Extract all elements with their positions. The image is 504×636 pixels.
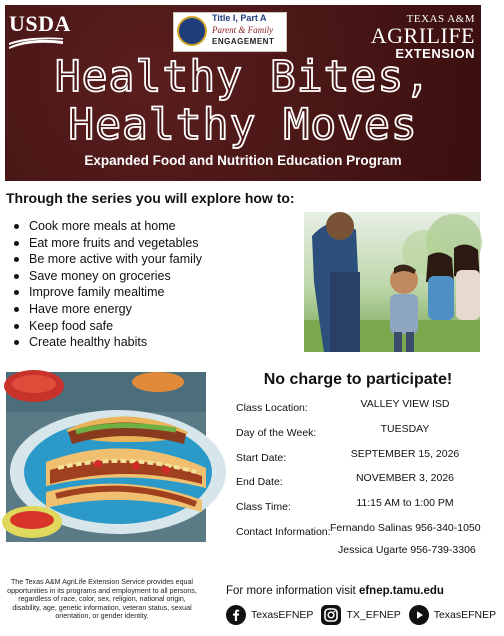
bullet-icon [14,324,19,329]
instagram-icon[interactable] [321,605,341,625]
no-charge-heading: No charge to participate! [263,371,453,388]
partner-line1: Title I, Part A [212,13,267,23]
location-label: Class Location: [236,402,308,414]
list-item [12,218,202,235]
youtube-handle[interactable]: TexasEFNEP [433,609,497,621]
list-item [12,268,202,285]
list-item-label: Keep food safe [29,318,114,333]
more-info [226,585,444,597]
list-item-label: Cook more meals at home [29,219,176,233]
contact-1: Fernando Salinas 956-340-1050 [330,522,481,534]
detail-row-end [236,472,486,496]
detail-row-start [236,448,486,472]
benefit-list [12,218,202,351]
program-subtitle: Expanded Food and Nutrition Education Program [84,153,402,168]
day-value: TUESDAY [380,423,430,435]
detail-row-day [236,423,486,447]
location-value: VALLEY VIEW ISD [360,398,450,410]
usda-logo [9,11,71,53]
page-title [5,53,481,149]
end-date-value: NOVEMBER 3, 2026 [355,472,455,484]
start-date-value: SEPTEMBER 15, 2026 [350,448,460,460]
list-item [12,251,202,268]
end-date-label: End Date: [236,476,283,488]
title-line2: Healthy Moves [68,100,418,150]
tacos-photo [6,372,206,542]
agrilife-line2: AGRILIFE [370,23,475,48]
family-running-photo [304,212,480,352]
title-line1: Healthy Bites, [54,52,432,102]
class-time-label: Class Time: [236,501,291,513]
seal-icon [177,16,207,46]
facebook-handle[interactable]: TexasEFNEP [251,609,314,621]
website-link[interactable]: efnep.tamu.edu [358,585,444,597]
partner-line3: ENGAGEMENT [212,37,275,46]
usda-logo-text: USDA [9,11,71,36]
youtube-icon[interactable] [409,605,429,625]
list-item-label: Have more energy [29,301,132,316]
bullet-icon [14,257,19,262]
list-item [12,235,202,252]
contact-label: Contact Information: [236,526,331,538]
list-item-label: Eat more fruits and vegetables [29,235,199,250]
agrilife-line3: EXTENSION [395,46,475,61]
bullet-icon [14,307,19,312]
detail-row-contact [236,522,486,562]
contact-2: Jessica Ugarte 956-739-3306 [338,544,476,556]
detail-row-time [236,497,486,521]
start-date-label: Start Date: [236,452,287,464]
bullet-icon [14,340,19,345]
list-item-label: Improve family mealtime [29,285,165,300]
partner-line2: Parent & Family [212,25,274,35]
bullet-icon [14,224,19,229]
day-label: Day of the Week: [236,427,317,439]
equal-opportunity-statement: The Texas A&M AgriLife Extension Service provides equal opportunities in its programs and employment to all persons, regardless of race, color, sex, religion, national origin, disability, age, genetic information, veteran status, sexual orientation, or gender identity. [7,578,197,621]
header-banner [5,5,481,181]
more-info-prefix: For more information visit [226,585,359,597]
class-time-value: 11:15 AM to 1:00 PM [356,497,454,509]
social-links [226,605,504,625]
list-item [12,301,202,318]
list-item [12,334,202,351]
detail-row-location [236,398,486,422]
facebook-icon[interactable] [226,605,246,625]
usda-swoosh-icon [9,37,63,49]
family-running-illustration [304,212,480,352]
tacos-illustration [6,372,206,542]
bullet-icon [14,241,19,246]
list-item-label: Be more active with your family [29,252,202,267]
list-item-label: Save money on groceries [29,268,171,283]
list-item [12,284,202,301]
bullet-icon [14,274,19,279]
agrilife-line1: TEXAS A&M [406,13,475,25]
list-item-label: Create healthy habits [29,335,148,350]
bullet-icon [14,290,19,295]
intro-heading: Through the series you will explore how to: [6,190,295,206]
instagram-handle[interactable]: TX_EFNEP [346,609,401,621]
partner-logo [173,12,287,52]
list-item [12,318,202,335]
